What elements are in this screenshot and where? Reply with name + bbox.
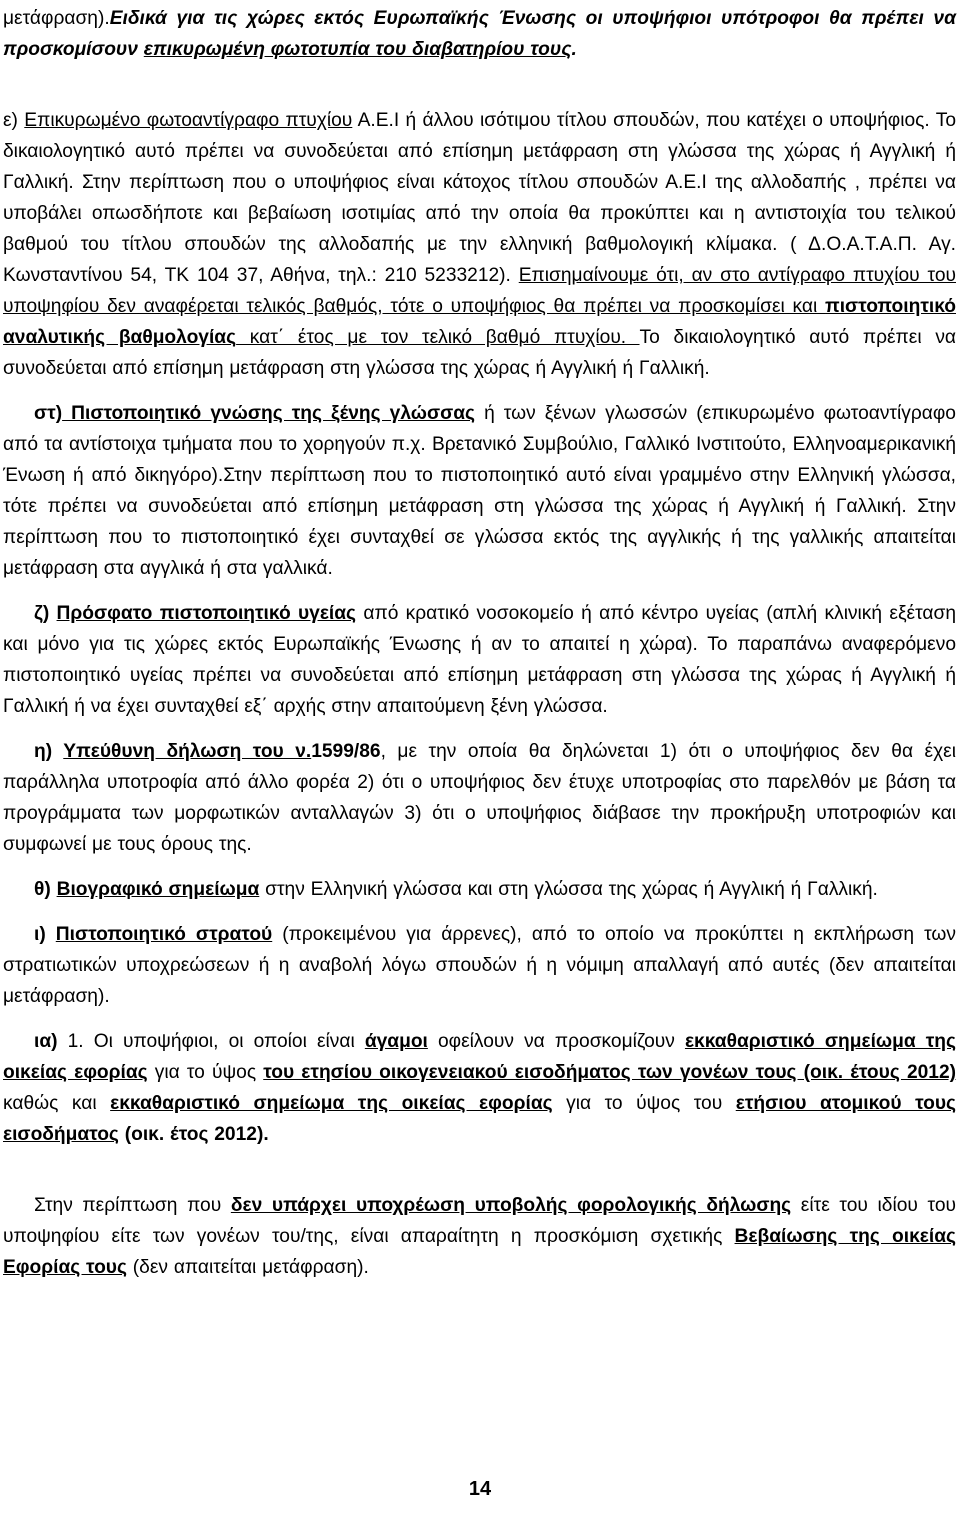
text-run: Το δικαιολογητικό αυτό πρέπει να συνοδεύεται από επίσημη μετάφραση στη γλώσσα της χώρας ή Αγγλική ή Γαλλική.	[3, 327, 957, 379]
text-run: για το ύψος	[147, 1062, 264, 1083]
text-run: , με την οποία θα δηλώνεται 1) ότι ο υποψήφιος δεν θα έχει παράλληλα υποτροφία από άλλο φορέα 2) ότι ο υποψήφιος δεν έτυχε υποτροφίας στο παρελθόν με βάση τα προγράμματα των μορφωτικών ανταλλαγών 3) ότι ο υποψήφιος διάβασε την προκήρυξη υποτροφιών και συμφωνεί με τους όρους της.	[3, 741, 956, 855]
text-run: δεν υπάρχει υποχρέωση υποβολής φορολογικής δήλωσης	[230, 1195, 792, 1216]
text-run: είτε του ιδίου του υποψηφίου είτε των γονέων του/της, είναι απαραίτητη η προσκόμιση σχετικής	[3, 1195, 956, 1247]
text-run: Βεβαίωσης της οικείας Εφορίας τους	[3, 1226, 957, 1278]
text-run: άγαμοι	[364, 1031, 428, 1052]
paragraph-z-health-certificate	[3, 598, 956, 722]
text-run: στην Ελληνική γλώσσα και στη γλώσσα της χώρας ή Αγγλική ή Γαλλική.	[259, 879, 878, 900]
text-run: θ)	[34, 879, 57, 900]
page-number: 14	[468, 1478, 492, 1500]
paragraph-intro-passport	[3, 3, 956, 65]
text-run: 1. Οι υποψήφιοι, οι οποίοι είναι	[67, 1031, 365, 1052]
text-run: ια)	[34, 1031, 68, 1052]
text-run: του ετησίου οικογενειακού εισοδήματος των γονέων τους (οικ. έτους 2012)	[263, 1062, 957, 1083]
document-body	[3, 3, 956, 1283]
text-run: Επισημαίνουμε ότι, αν στο αντίγραφο πτυχίου του υποψηφίου δεν αναφέρεται τελικός βαθμός, τότε ο υποψήφιος θα πρέπει να προσκομίσει και	[3, 265, 956, 317]
paragraph-th-cv	[3, 874, 956, 905]
text-run: Α.Ε.Ι ή άλλου ισότιμου τίτλου σπουδών, που κατέχει ο υποψήφιος. Το δικαιολογητικό αυτό πρέπει να συνοδεύεται από επίσημη μετάφραση στη γλώσσα της χώρας ή Αγγλική ή Γαλλική. Στην περίπτωση που ο υποψήφιος είναι κάτοχος τίτλου σπουδών Α.Ε.Ι της αλλοδαπής , πρέπει να υποβάλει οπωσδήποτε και βεβαίωση ισοτιμίας από την οποία θα προκύπτει και η αντιστοιχία του τελικού βαθμού του τίτλου σπουδών της αλλοδαπής με την ελληνική βαθμολογική κλίμακα. ( Δ.Ο.Α.Τ.Α.Π. Αγ. Κωνσταντίνου 54, ΤΚ 104 37, Αθήνα, τηλ.: 210 5233212).	[3, 110, 957, 286]
paragraph-no-tax-obligation	[3, 1190, 956, 1283]
text-run: ε)	[3, 110, 25, 131]
text-run: (οικ. έτος 2012).	[118, 1124, 269, 1145]
text-run: (προκειμένου για άρρενες), από το οποίο να προκύπτει η εκπλήρωση των στρατιωτικών υποχρεώσεων ή η αναβολή λόγω σπουδών ή η νόμιμη απαλλαγή από αυτές (δεν απαιτείται μετάφραση).	[3, 924, 956, 1007]
text-run: 1599/86	[311, 741, 381, 762]
text-run: εκκαθαριστικό σημείωμα της οικείας εφορίας	[3, 1031, 957, 1083]
paragraph-ia-tax-statement	[3, 1026, 956, 1150]
text-run: ετήσιου ατομικού τους εισοδήματος	[3, 1093, 956, 1145]
paragraph-st-language-certificate	[3, 398, 956, 584]
text-run: οφείλουν να προσκομίζουν	[427, 1031, 685, 1052]
text-run: Πιστοποιητικό στρατού	[55, 924, 273, 945]
text-run: για το ύψος του	[552, 1093, 736, 1114]
text-run: στ)	[34, 403, 63, 424]
text-run: ζ)	[34, 603, 57, 624]
text-run: επικυρωμένη φωτοτυπία του διαβατηρίου τους	[143, 39, 572, 60]
text-run: Επικυρωμένο φωτοαντίγραφο πτυχίου	[24, 110, 353, 131]
text-run: από κρατικό νοσοκομείο ή από κέντρο υγείας (απλή κλινική εξέταση και μόνο για τις χώρες εκτός Ευρωπαϊκής Ένωσης ή αν το απαιτεί η χώρα). Το παραπάνω αναφερόμενο πιστοποιητικό υγείας πρέπει να συνοδεύεται από επίσημη μετάφραση στη γλώσσα της χώρας ή Αγγλική ή Γαλλική ή να έχει συνταχθεί εξ΄ αρχής στην απαιτούμενη ξένη γλώσσα.	[3, 603, 956, 717]
text-run: η)	[34, 741, 64, 762]
text-run: εκκαθαριστικό σημείωμα της οικείας εφορίας	[110, 1093, 553, 1114]
text-run: ι)	[34, 924, 56, 945]
text-run: κατ΄ έτος με τον τελικό βαθμό πτυχίου.	[236, 327, 640, 348]
text-run: (δεν απαιτείται μετάφραση).	[126, 1257, 369, 1278]
text-run: Βιογραφικό σημείωμα	[56, 879, 260, 900]
text-run: μετάφραση).	[3, 8, 110, 29]
text-run: καθώς και	[3, 1093, 111, 1114]
text-run: Πιστοποιητικό γνώσης της ξένης γλώσσας	[62, 403, 476, 424]
text-run: Υπεύθυνη δήλωση του ν.	[63, 741, 312, 762]
paragraph-e-degree-copy	[3, 105, 956, 384]
text-run: .	[571, 39, 577, 60]
text-run: Στην περίπτωση που	[34, 1195, 231, 1216]
text-run: ή των ξένων γλωσσών (επικυρωμένο φωτοαντίγραφο από τα αντίστοιχα τμήματα που το χορηγούν π.χ. Βρετανικό Συμβούλιο, Γαλλικό Ινστιτούτο, Ελληνοαμερικανική Ένωση ή από δικηγόρο).Στην περίπτωση που το πιστοποιητικό αυτό είναι γραμμένο στην Ελληνική γλώσσα, τότε πρέπει να συνοδεύεται από επίσημη μετάφραση στη γλώσσα της χώρας ή Αγγλική ή Γαλλική. Στην περίπτωση που το πιστοποιητικό έχει συνταχθεί σε γλώσσα εκτός της αγγλικής ή της γαλλικής απαιτείται μετάφραση στα αγγλικά ή στα γαλλικά.	[3, 403, 956, 579]
paragraph-i-solemn-declaration	[3, 736, 956, 860]
text-run: Πρόσφατο πιστοποιητικό υγείας	[56, 603, 357, 624]
text-run: Ειδικά για τις χώρες εκτός Ευρωπαϊκής Ένωσης οι υποψήφιοι υπότροφοι θα πρέπει να προσκομίσουν	[3, 8, 956, 60]
paragraph-iota-military-certificate	[3, 919, 956, 1012]
text-run: πιστοποιητικό αναλυτικής βαθμολογίας	[3, 296, 956, 348]
